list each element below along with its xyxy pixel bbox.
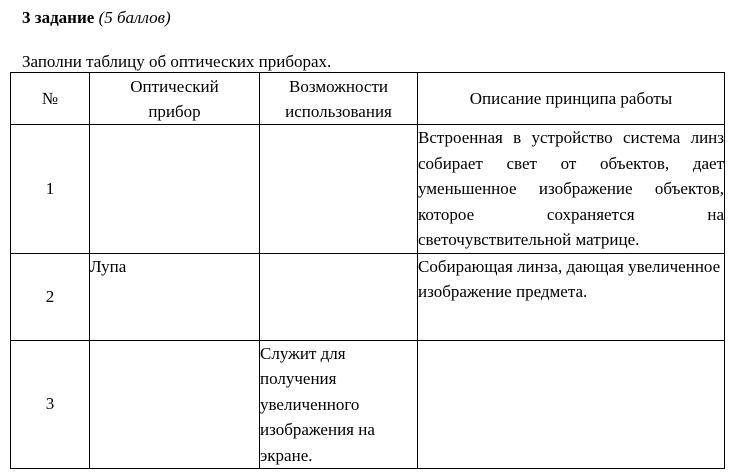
task-number: 3 задание	[22, 8, 95, 27]
optical-devices-table	[10, 72, 725, 469]
description-cell[interactable]	[418, 340, 725, 469]
row-number: 3	[11, 340, 90, 469]
task-title	[22, 8, 171, 28]
task-instruction: Заполни таблицу об оптических приборах.	[22, 52, 332, 71]
description-cell: Собирающая линза, дающая увеличенное изображение предмета.	[418, 253, 725, 340]
column-header-description: Описание принципа работы	[418, 73, 725, 125]
device-cell: Лупа	[90, 253, 260, 340]
column-header-device-line2: прибор	[148, 101, 201, 121]
device-cell[interactable]	[90, 125, 260, 254]
use-cell: Служит для получения увеличенного изображения на экране.	[260, 340, 418, 469]
column-header-use	[260, 73, 418, 125]
use-cell[interactable]	[260, 253, 418, 340]
table-row	[11, 125, 725, 254]
column-header-number: №	[11, 73, 90, 125]
task-points: (5 баллов)	[98, 8, 171, 27]
table-header-row	[11, 73, 725, 125]
column-header-device	[90, 73, 260, 125]
use-cell[interactable]	[260, 125, 418, 254]
column-header-device-line1: Оптический	[130, 76, 219, 96]
description-cell: Встроенная в устройство система линз собирает свет от объектов, дает уменьшенное изображение объектов, которое сохраняется на светочувствительной матрице.	[418, 125, 725, 254]
row-number: 1	[11, 125, 90, 254]
row-number: 2	[11, 253, 90, 340]
table-row	[11, 340, 725, 469]
column-header-use-line2: использования	[285, 101, 392, 121]
device-cell[interactable]	[90, 340, 260, 469]
column-header-use-line1: Возможности	[289, 76, 388, 96]
table-row	[11, 253, 725, 340]
